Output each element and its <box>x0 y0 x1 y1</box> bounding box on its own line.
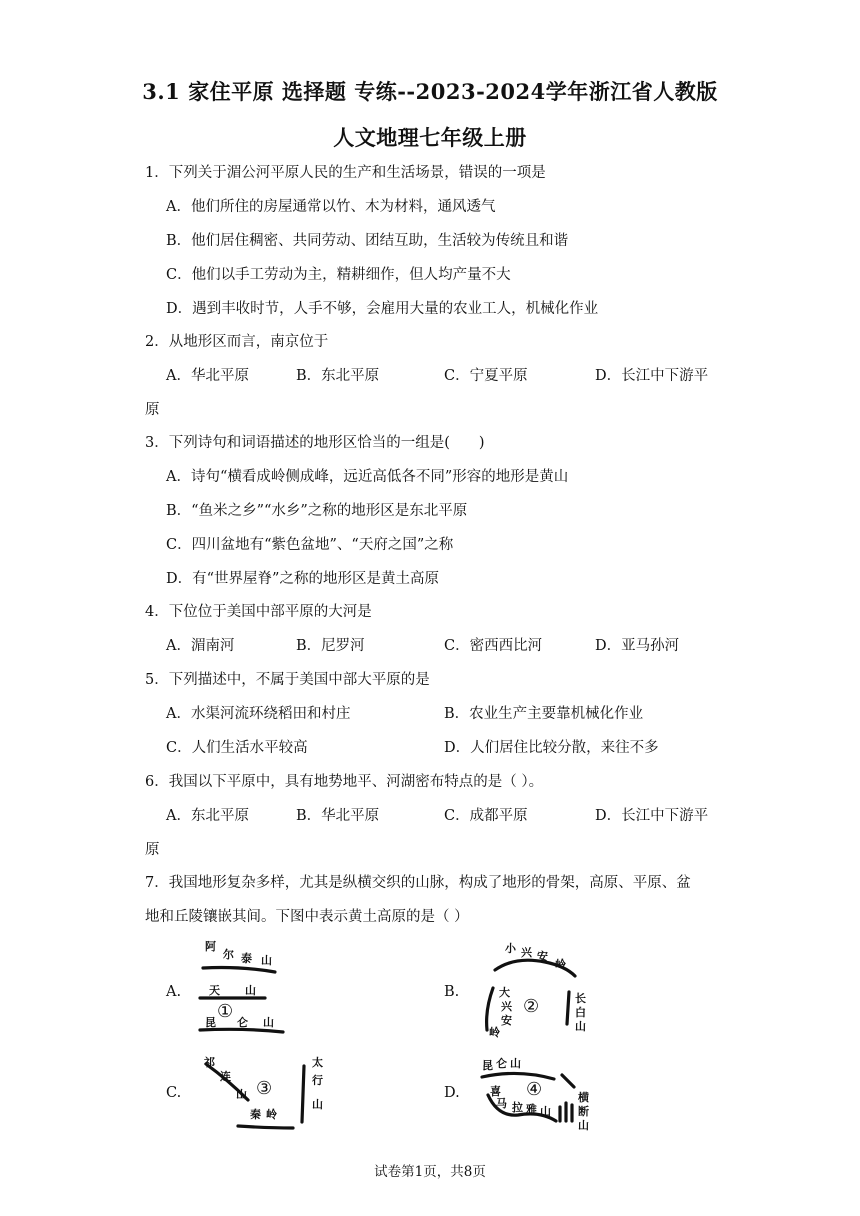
q7-option-d-label: D. <box>444 1085 460 1101</box>
question-2-stem: 2．从地形区而言，南京位于 <box>145 334 329 350</box>
svg-text:山: 山 <box>261 954 272 967</box>
q7-option-b-label: B. <box>444 984 460 1000</box>
q4-option-d: D．亚马孙河 <box>595 638 680 654</box>
svg-text:马: 马 <box>496 1097 507 1110</box>
q3-option-d: D．有“世界屋脊”之称的地形区是黄土高原 <box>166 571 439 587</box>
svg-text:尔: 尔 <box>223 948 234 961</box>
q6-option-d-wrap: 原 <box>145 842 160 858</box>
svg-text:大: 大 <box>499 986 510 999</box>
question-1-stem: 1．下列关于湄公河平原人民的生产和生活场景，错误的一项是 <box>145 165 546 181</box>
q7-option-c-label: C. <box>166 1085 182 1101</box>
svg-text:昆: 昆 <box>205 1016 216 1029</box>
svg-text:山: 山 <box>263 1016 274 1029</box>
q1-option-a: A．他们所住的房屋通常以竹、木为材料，通风透气 <box>166 199 496 215</box>
question-7-stem-line1: 7．我国地形复杂多样，尤其是纵横交织的山脉，构成了地形的骨架，高原、平原、盆 <box>145 875 691 891</box>
q6-option-c: C．成都平原 <box>444 808 528 824</box>
paper-title-line2: 人文地理七年级上册 <box>333 125 527 150</box>
svg-text:祁: 祁 <box>204 1056 215 1069</box>
q4-option-a: A．湄南河 <box>166 638 235 654</box>
q4-option-b: B．尼罗河 <box>296 638 365 654</box>
q2-option-d: D．长江中下游平 <box>595 368 709 384</box>
q1-option-c: C．他们以手工劳动为主，精耕细作，但人均产量不大 <box>166 267 511 283</box>
svg-text:兴: 兴 <box>501 1000 512 1013</box>
svg-text:雅: 雅 <box>526 1103 537 1116</box>
svg-text:岭: 岭 <box>266 1108 277 1121</box>
svg-text:白: 白 <box>575 1006 586 1019</box>
q2-option-d-wrap: 原 <box>145 402 160 418</box>
q5-option-a: A．水渠河流环绕稻田和村庄 <box>166 706 351 722</box>
q3-option-a: A．诗句“横看成岭侧成峰，远近高低各不同”形容的地形是黄山 <box>166 469 569 485</box>
map-a-number: ① <box>217 1001 234 1022</box>
svg-text:喜: 喜 <box>490 1085 501 1098</box>
svg-text:阿: 阿 <box>205 940 216 953</box>
svg-text:小: 小 <box>505 942 516 955</box>
q2-option-a: A．华北平原 <box>166 368 249 384</box>
q6-option-d: D．长江中下游平 <box>595 808 709 824</box>
svg-text:长: 长 <box>575 992 586 1005</box>
q5-option-b: B．农业生产主要靠机械化作业 <box>444 706 644 722</box>
question-4-stem: 4．下位位于美国中部平原的大河是 <box>145 604 372 620</box>
map-c-number: ③ <box>256 1078 273 1099</box>
svg-text:岭: 岭 <box>489 1026 500 1039</box>
q6-option-b: B．华北平原 <box>296 808 380 824</box>
map-d-number: ④ <box>526 1079 543 1100</box>
svg-text:山: 山 <box>575 1020 586 1033</box>
map-b-diagram <box>475 940 595 1040</box>
q2-option-b: B．东北平原 <box>296 368 380 384</box>
svg-text:横: 横 <box>578 1091 589 1104</box>
svg-text:昆: 昆 <box>482 1059 493 1072</box>
map-a-diagram <box>195 938 295 1038</box>
svg-text:断: 断 <box>578 1105 589 1118</box>
paper-title-line1: 3.1 家住平原 选择题 专练--2023-2024学年浙江省人教版 <box>142 79 718 104</box>
svg-text:兴: 兴 <box>521 946 532 959</box>
question-3-stem: 3．下列诗句和词语描述的地形区恰当的一组是( ) <box>145 435 485 451</box>
svg-text:山: 山 <box>312 1098 323 1111</box>
svg-text:太: 太 <box>312 1056 323 1069</box>
q1-option-b: B．他们居住稠密、共同劳动、团结互助，生活较为传统且和谐 <box>166 233 569 249</box>
q7-option-a-label: A. <box>166 984 182 1000</box>
svg-text:安: 安 <box>537 950 548 963</box>
svg-text:山: 山 <box>236 1088 247 1101</box>
map-d-diagram <box>478 1055 598 1135</box>
svg-text:仑: 仑 <box>496 1057 507 1070</box>
svg-text:天: 天 <box>209 984 220 997</box>
svg-text:山: 山 <box>540 1105 551 1118</box>
q3-option-b: B．“鱼米之乡”“水乡”之称的地形区是东北平原 <box>166 503 468 519</box>
q6-option-a: A．东北平原 <box>166 808 249 824</box>
svg-text:山: 山 <box>510 1057 521 1070</box>
svg-text:岭: 岭 <box>555 958 566 971</box>
q4-option-c: C．密西西比河 <box>444 638 543 654</box>
question-6-stem: 6．我国以下平原中，具有地势地平、河湖密布特点的是（ ）。 <box>145 774 544 790</box>
q1-option-d: D．遇到丰收时节，人手不够，会雇用大量的农业工人，机械化作业 <box>166 301 599 317</box>
q2-option-c: C．宁夏平原 <box>444 368 528 384</box>
page-footer: 试卷第1页，共8页 <box>374 1164 486 1180</box>
svg-text:安: 安 <box>501 1014 512 1027</box>
question-7-stem-line2: 地和丘陵镶嵌其间。下图中表示黄土高原的是（ ） <box>145 909 469 925</box>
svg-text:仑: 仑 <box>237 1016 248 1029</box>
svg-text:连: 连 <box>220 1070 231 1083</box>
svg-text:山: 山 <box>578 1119 589 1132</box>
map-c-diagram <box>198 1050 328 1134</box>
question-5-stem: 5．下列描述中，不属于美国中部大平原的是 <box>145 672 430 688</box>
svg-text:泰: 泰 <box>241 952 252 965</box>
map-b-number: ② <box>523 996 540 1017</box>
svg-text:秦: 秦 <box>250 1108 261 1121</box>
q3-option-c: C．四川盆地有“紫色盆地”、“天府之国”之称 <box>166 537 454 553</box>
svg-text:山: 山 <box>245 984 256 997</box>
svg-text:拉: 拉 <box>512 1101 523 1114</box>
svg-text:行: 行 <box>312 1074 323 1087</box>
q5-option-d: D．人们居住比较分散，来往不多 <box>444 740 659 756</box>
q5-option-c: C．人们生活水平较高 <box>166 740 308 756</box>
